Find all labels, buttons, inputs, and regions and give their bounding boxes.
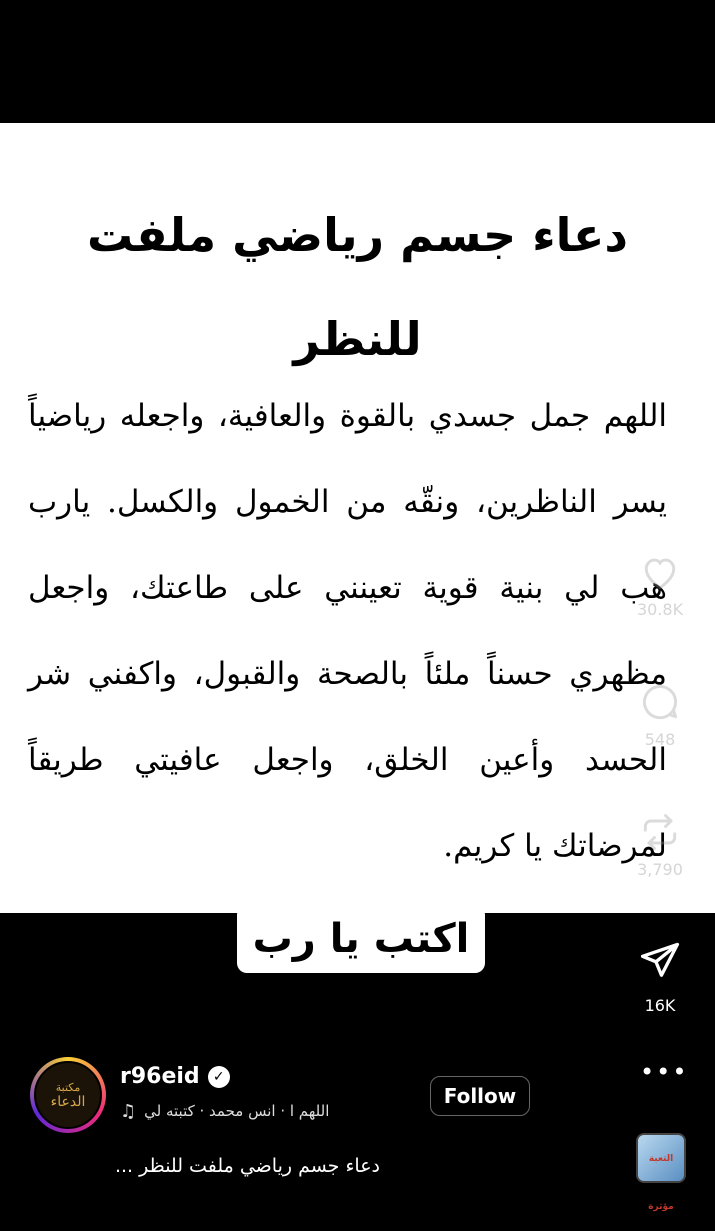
- comment-button[interactable]: [620, 680, 700, 749]
- share-button[interactable]: [620, 938, 700, 1015]
- author-username[interactable]: [120, 1064, 230, 1089]
- username-text: r96eid: [120, 1064, 200, 1089]
- post-body-text: اللهم جمل جسدي بالقوة والعافية، واجعله رياضياً يسر الناظرين، ونقّه من الخمول والكسل. يارب هب لي بنية قوية تعينني على طاعتك، واجعل مظهري حسناً ملئاً بالصحة والقبول، واكفني شر الحسد وأعين الخلق، واجعل عافيتي طريقاً لمرضاتك يا كريم.: [28, 398, 667, 864]
- more-options-icon[interactable]: •••: [640, 1058, 689, 1086]
- music-thumbnail[interactable]: [636, 1133, 686, 1212]
- post-image[interactable]: [0, 123, 715, 913]
- music-thumbnail-label: التعبة مؤثرة: [648, 1154, 674, 1212]
- post-caption[interactable]: دعاء جسم رياضي ملفت للنظر ...: [114, 1155, 380, 1177]
- send-icon: [638, 938, 682, 982]
- like-count: 30.8K: [636, 600, 684, 619]
- verified-badge-icon: ✓: [208, 1066, 230, 1088]
- repost-count: 3,790: [637, 860, 683, 879]
- music-note-icon: ♫: [120, 1100, 137, 1122]
- avatar-logo-line2: الدعاء: [50, 1093, 86, 1110]
- like-button[interactable]: [620, 550, 700, 619]
- music-info[interactable]: [120, 1098, 380, 1124]
- comment-icon: [638, 680, 682, 724]
- caption-overlay: اكتب يا رب: [237, 905, 485, 973]
- avatar-logo: [34, 1061, 102, 1129]
- music-text: اللهم ا · انس محمد · كتبته لي: [144, 1102, 330, 1120]
- author-avatar[interactable]: [30, 1057, 106, 1133]
- avatar-logo-line1: مكتبة: [55, 1080, 81, 1094]
- follow-button[interactable]: Follow: [430, 1076, 530, 1116]
- repost-icon: [638, 810, 682, 854]
- repost-button[interactable]: [620, 810, 700, 879]
- comment-count: 548: [644, 730, 676, 749]
- share-count: 16K: [644, 996, 676, 1015]
- post-title: دعاء جسم رياضي ملفت للنظر: [87, 208, 628, 366]
- heart-icon: [638, 550, 682, 594]
